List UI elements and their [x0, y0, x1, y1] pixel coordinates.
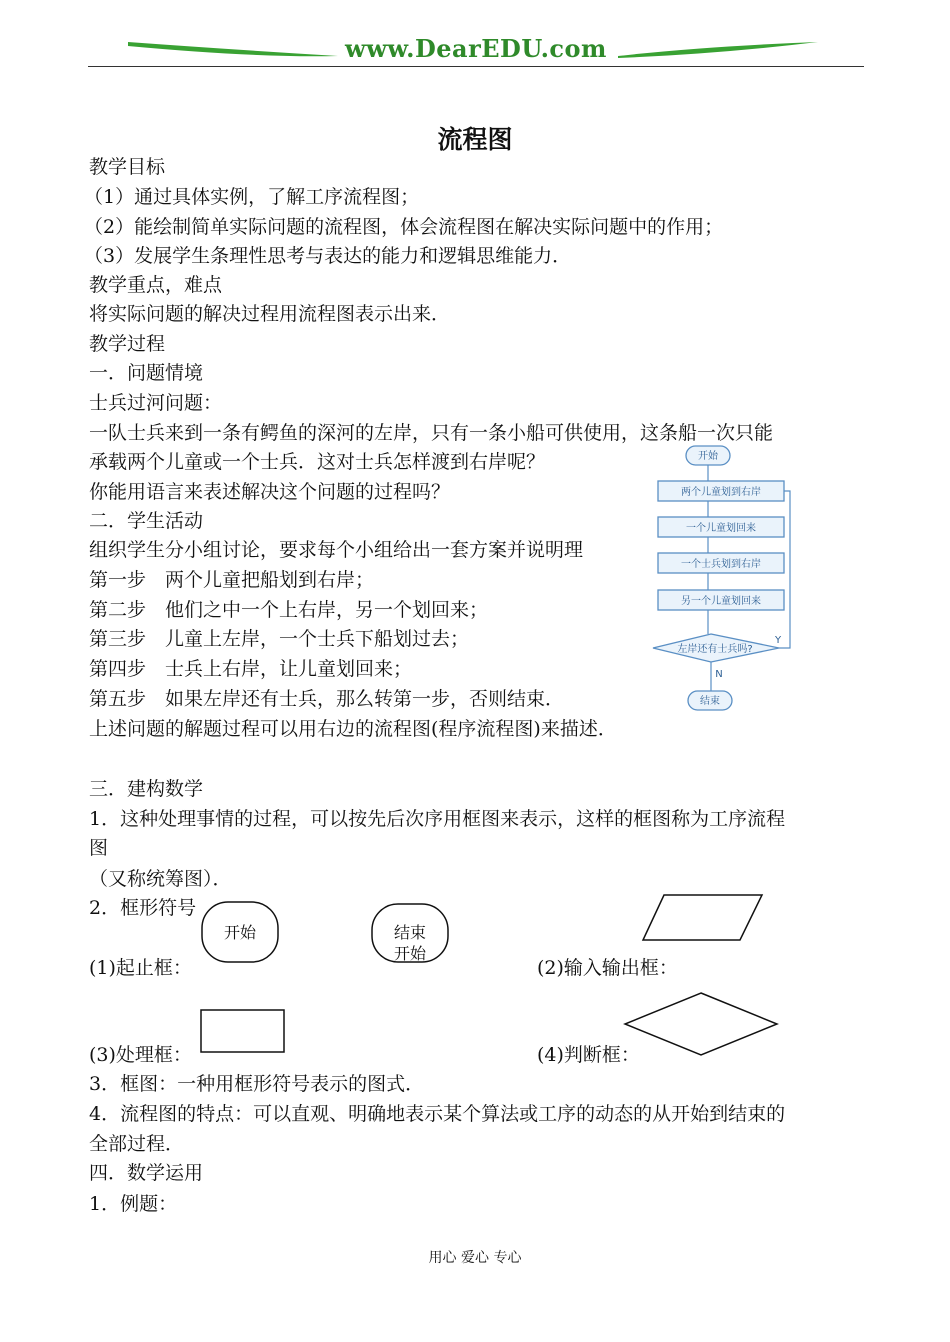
page-title: 流程图: [437, 125, 513, 154]
part3-heading: 三．建构数学: [89, 778, 204, 800]
step-line: 第二步 他们之中一个上右岸，另一个划回来；: [89, 599, 489, 621]
flow-step-label: 另一个儿童划回来: [681, 596, 761, 607]
symbols-heading: 2．框形符号: [89, 897, 197, 919]
step-line: 第一步 两个儿童把船划到右岸；: [89, 569, 375, 591]
build-p1: 图: [89, 837, 109, 859]
decision-label: (4)判断框：: [537, 1044, 640, 1066]
summary-line: 上述问题的解题过程可以用右边的流程图(程序流程图)来描述．: [89, 718, 617, 740]
step-line: 第四步 士兵上右岸，让儿童划回来；: [89, 658, 413, 680]
problem-title: 士兵过河问题：: [89, 392, 223, 414]
goal-item: （2）能绘制简单实际问题的流程图，体会流程图在解决实际问题中的作用；: [84, 216, 724, 238]
flow-step-label: 一个儿童划回来: [686, 523, 756, 534]
activity-line: 组织学生分小组讨论，要求每个小组给出一套方案并说明理: [89, 539, 584, 561]
part2-heading: 二．学生活动: [89, 510, 204, 532]
problem-line: 承载两个儿童或一个士兵．这对士兵怎样渡到右岸呢？: [89, 451, 546, 473]
build-p1: 1．这种处理事情的过程，可以按先后次序用框图来表示，这样的框图称为工序流程: [89, 808, 786, 830]
step-line: 第三步 儿童上左岸，一个士兵下船划过去；: [89, 628, 470, 650]
decision-diamond-shape: [622, 990, 780, 1058]
soldier-flowchart: [645, 440, 795, 715]
process-rect-shape: [199, 1008, 287, 1054]
flow-no-label: N: [715, 669, 723, 680]
terminal-end-label: 结束: [393, 923, 426, 942]
build-p3: 3．框图：一种用框形符号表示的图式．: [89, 1073, 425, 1095]
build-p4: 全部过程．: [89, 1133, 185, 1155]
goal-item: （1）通过具体实例，了解工序流程图；: [84, 186, 420, 208]
io-parallelogram-shape: [640, 892, 765, 944]
terminal-label: (1)起止框：: [89, 957, 192, 979]
part4-heading: 四．数学运用: [89, 1162, 204, 1184]
flow-step-label: 一个士兵划到右岸: [681, 559, 761, 570]
goal-item: （3）发展学生条理性思考与表达的能力和逻辑思维能力．: [84, 245, 572, 267]
io-label: (2)输入输出框：: [537, 957, 678, 979]
key-text: 将实际问题的解决过程用流程图表示出来．: [89, 303, 451, 325]
question-line: 你能用语言来表述解决这个问题的过程吗？: [89, 481, 451, 503]
example-heading: 1．例题：: [89, 1193, 178, 1215]
process-heading: 教学过程: [89, 333, 166, 355]
build-p1: （又称统筹图）．: [89, 868, 232, 890]
flow-start-label: 开始: [698, 451, 718, 462]
flow-end-label: 结束: [700, 696, 720, 707]
terminal-start-label: 开始: [223, 923, 256, 942]
process-label: (3)处理框：: [89, 1044, 192, 1066]
flow-decision-label: 左岸还有士兵吗?: [677, 644, 753, 655]
part1-heading: 一．问题情境: [89, 362, 204, 384]
problem-line: 一队士兵来到一条有鳄鱼的深河的左岸，只有一条小船可供使用，这条船一次只能: [89, 422, 774, 444]
header-rule: [88, 66, 864, 67]
site-url: www.DearEDU.com: [345, 34, 607, 63]
flow-step-label: 两个儿童划到右岸: [681, 487, 761, 498]
step-line: 第五步 如果左岸还有士兵，那么转第一步，否则结束．: [89, 688, 565, 710]
key-heading: 教学重点，难点: [89, 274, 223, 296]
flow-yes-label: Y: [774, 635, 782, 646]
build-p4: 4．流程图的特点：可以直观、明确地表示某个算法或工序的动态的从开始到结束的: [89, 1103, 786, 1125]
page-footer: 用心 爱心 专心: [428, 1250, 522, 1266]
terminal-end-overlap-label: 开始: [393, 944, 426, 963]
goals-heading: 教学目标: [89, 156, 166, 178]
